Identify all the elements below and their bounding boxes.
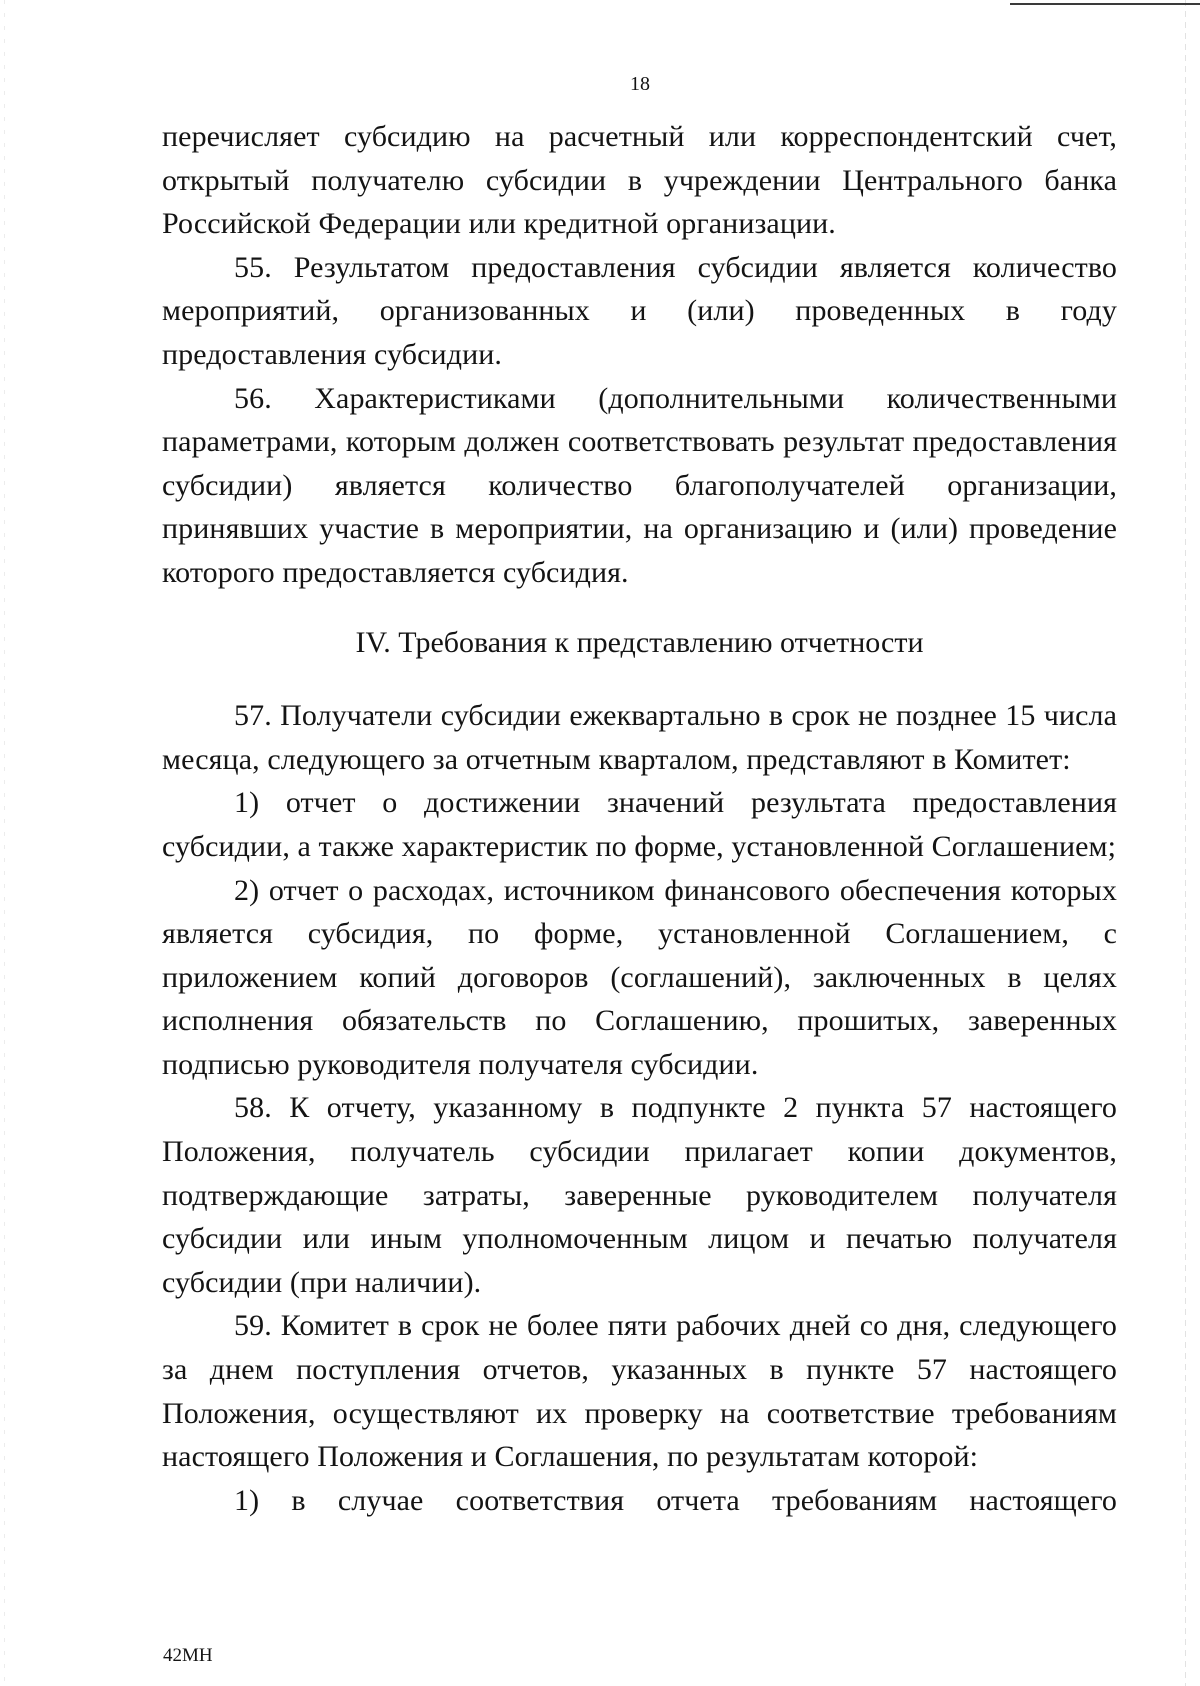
paragraph-59: 59. Комитет в срок не более пяти рабочих дней со дня, следующего за днем поступления отчетов, указанных в пункте 57 настоящего Положения, осуществляют их проверку на соответствие требованиям настоящего Положения и Соглашения, по результатам которой: (162, 1309, 1117, 1474)
paragraph-59-item-1: 1) в случае соответствия отчета требованиям настоящего (234, 1483, 1117, 1517)
footer-code: 42МН (163, 1645, 213, 1666)
paragraph-55: 55. Результатом предоставления субсидии является количество мероприятий, организованных и (или) проведенных в году предоставления субсидии. (162, 250, 1117, 371)
page-number: 18 (630, 73, 650, 95)
paragraph-57-item-1: 1) отчет о достижении значений результата предоставления субсидии, а также характеристик по форме, установленной Соглашением; (162, 786, 1117, 863)
paragraph-56: 56. Характеристиками (дополнительными количественными параметрами, которым должен соответствовать результат предоставления субсидии) является количество благополучателей организации, принявших участие в мероприятии, на организацию и (или) проведение которого предоставляется субсидия. (162, 381, 1117, 589)
scan-edge-right (1185, 0, 1186, 1686)
paragraph-58: 58. К отчету, указанному в подпункте 2 пункта 57 настоящего Положения, получатель субсидии прилагает копии документов, подтверждающие затраты, заверенные руководителем получателя субсидии или иным уполномоченным лицом и печатью получателя субсидии (при наличии). (162, 1091, 1117, 1299)
scan-top-rule (1010, 3, 1200, 5)
document-body (162, 115, 1117, 1522)
paragraph-continuation: перечисляет субсидию на расчетный или корреспондентский счет, открытый получателю субсидии в учреждении Центрального банка Российской Федерации или кредитной организации. (162, 120, 1117, 241)
section-heading: IV. Требования к представлению отчетности (355, 625, 924, 659)
paragraph-57-item-2: 2) отчет о расходах, источником финансового обеспечения которых является субсидия, по форме, установленной Соглашением, с приложением копий договоров (соглашений), заключенных в целях исполнения обязательств по Соглашению, прошитых, заверенных подписью руководителя получателя субсидии. (162, 873, 1117, 1081)
scan-edge-left (4, 0, 5, 1686)
paragraph-57: 57. Получатели субсидии ежеквартально в срок не позднее 15 числа месяца, следующего за отчетным кварталом, представляют в Комитет: (162, 699, 1117, 776)
